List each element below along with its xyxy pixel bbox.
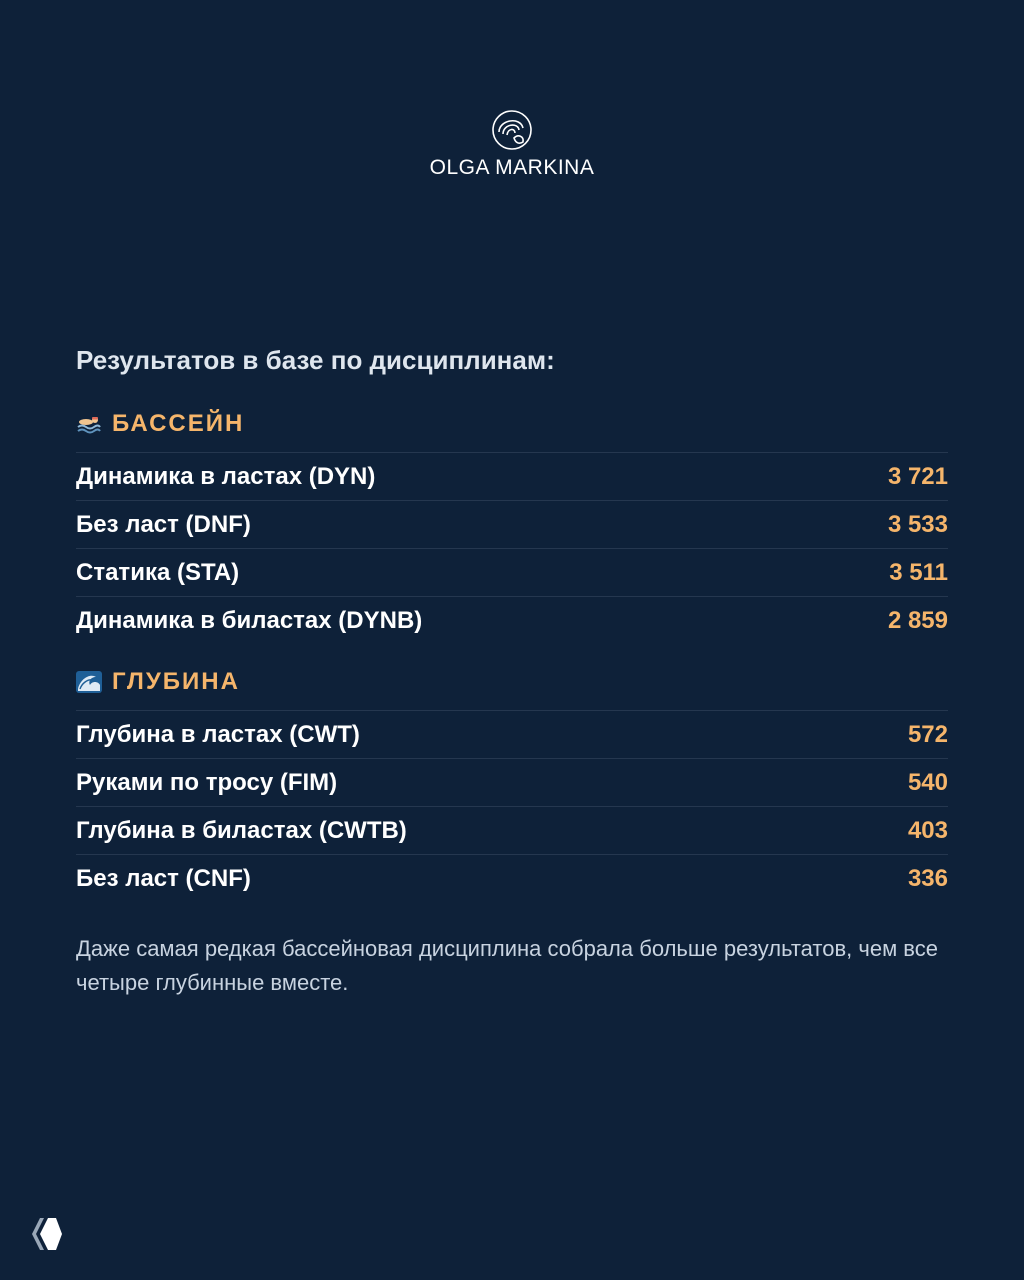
- section-depth: [76, 662, 948, 902]
- discipline-count: 336: [907, 864, 948, 892]
- section-title: [76, 404, 948, 444]
- discipline-label: Руками по тросу (FIM): [76, 768, 338, 796]
- discipline-count: 3 533: [887, 510, 948, 538]
- brand-logo: [0, 108, 1024, 180]
- summary-note: Даже самая редкая бассейновая дисциплина собрала больше результатов, чем все четыре глубинные вместе.: [76, 936, 938, 995]
- brand-name: OLGA MARKINA: [429, 156, 595, 179]
- section-title-label: БАССЕЙН: [112, 410, 245, 437]
- list-item: [76, 597, 948, 644]
- section-title: [76, 662, 948, 702]
- list-item: [76, 807, 948, 855]
- list-item: [76, 501, 948, 549]
- discipline-label: Статика (STA): [76, 558, 240, 586]
- corner-logo-icon: [30, 1216, 64, 1252]
- page-heading: Результатов в базе по дисциплинам:: [76, 345, 555, 375]
- discipline-count: 2 859: [887, 606, 948, 634]
- list-item: [76, 855, 948, 902]
- list-item: [76, 759, 948, 807]
- list-item: [76, 549, 948, 597]
- list-item: [76, 453, 948, 501]
- discipline-label: Динамика в биластах (DYNB): [76, 606, 423, 634]
- discipline-label: Глубина в ластах (CWT): [76, 720, 360, 748]
- discipline-count: 540: [907, 768, 948, 796]
- swimmer-icon: [76, 413, 102, 435]
- discipline-label: Динамика в ластах (DYN): [76, 462, 376, 490]
- wave-icon: [76, 671, 102, 693]
- discipline-count: 572: [907, 720, 948, 748]
- main-content: [76, 340, 948, 1000]
- section-pool: [76, 404, 948, 644]
- discipline-count: 3 511: [889, 558, 948, 586]
- discipline-count: 3 721: [887, 462, 948, 490]
- section-title-label: ГЛУБИНА: [112, 668, 240, 695]
- discipline-list: [76, 710, 948, 902]
- discipline-label: Без ласт (DNF): [76, 510, 251, 538]
- discipline-list: [76, 452, 948, 644]
- list-item: [76, 711, 948, 759]
- discipline-label: Глубина в биластах (CWTB): [76, 816, 407, 844]
- discipline-label: Без ласт (CNF): [76, 864, 251, 892]
- discipline-count: 403: [907, 816, 948, 844]
- section-gap: [76, 644, 948, 662]
- brand-emblem-icon: [490, 108, 534, 152]
